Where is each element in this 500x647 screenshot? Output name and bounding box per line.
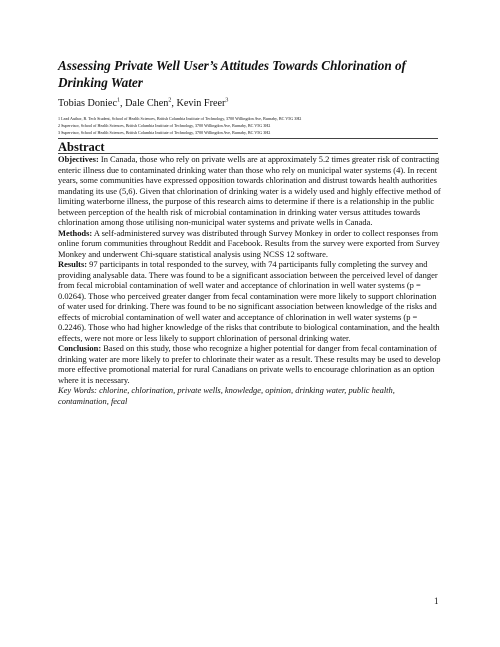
header-rule: [58, 138, 438, 139]
affiliation-line: 3 Supervisor, School of Health Sciences, British Columbia Institute of Technology, 3700 Willingdon Ave, Burnaby, BC V5G 3H2: [58, 130, 271, 135]
author-separator: ,: [119, 98, 126, 109]
affiliation-line: 2 Supervisor, School of Health Sciences, British Columbia Institute of Technology, 3700 Willingdon Ave, Burnaby, BC V5G 3H2: [58, 123, 271, 128]
paper-title: Assessing Private Well User’s Attitudes Towards Chlorination of Drinking Water: [58, 58, 406, 90]
objectives-text: In Canada, those who rely on private wells are at approximately 5.2 times greater risk of contracting enteric illness due to contaminated drinking water than those who rely on municipal water systems (4). In recent years, some communities have expressed opposition towards chlorination and distrust towards health authorities mandating its use (5,6). Given that chlorination of drinking water is a widely used and highly effective method of limiting waterborne illness, the purpose of this research aims to determine if there is a relationship in the public between perception of the health risk of microbial contamination in drinking water versus attitudes towards chlorination among those utilising non-municipal water systems and private wells in Canada.: [58, 154, 441, 227]
methods-paragraph: [58, 228, 443, 260]
author-name: Dale Chen: [125, 98, 169, 109]
affiliation-list: [58, 115, 453, 136]
abstract-heading: Abstract: [58, 140, 105, 154]
conclusion-paragraph: [58, 343, 443, 385]
page-number: 1: [434, 596, 439, 606]
methods-label: Methods:: [58, 227, 93, 238]
results-text: 97 participants in total responded to the survey, with 74 participants fully completing the survey and providing analysable data. There was found to be a significant association between the perceived level of danger from fecal microbial contamination of well water and acceptance of chlorination in well water systems (p = 0.0264). Those who perceived greater danger from fecal contamination were more likely to support chlorination of water used for drinking. There was found to be no significant association between knowledge of the risks and effects of microbial contamination of well water and acceptance of chlorination in well water systems (p = 0.2246). Those who had higher knowledge of the risks that contribute to biological contamination, and the health effects, were not more or less likely to support chlorination of personal drinking water.: [58, 259, 440, 343]
author-affiliation-mark: 1: [116, 97, 120, 104]
author-affiliation-mark: 2: [168, 97, 172, 104]
author-name: Tobias Doniec: [58, 98, 117, 109]
author-name: Kevin Freer: [176, 98, 226, 109]
objectives-paragraph: [58, 154, 443, 228]
results-label: Results:: [58, 259, 88, 269]
keywords: Key Words: chlorine, chlorination, private wells, knowledge, opinion, drinking water, public health, contamination, fecal: [58, 385, 395, 406]
author-separator: ,: [171, 98, 177, 109]
abstract-body: [58, 154, 443, 406]
conclusion-label: Conclusion:: [58, 343, 102, 353]
results-paragraph: [58, 259, 443, 343]
affiliation-line: 1 Lead Author, B. Tech Student, School of Health Sciences, British Columbia Institute of Technology, 3700 Willingdon Ave, Burnaby, BC V5G 3H2: [58, 116, 302, 121]
author-affiliation-mark: 3: [225, 97, 229, 104]
conclusion-text: Based on this study, those who recognize a higher potential for danger from fecal contamination of drinking water are more likely to prefer to chlorinate their water as a result. These results may be used to develop more effective promotional material for rural Canadians on private wells to encourage chlorination as an option where it is necessary.: [58, 343, 441, 385]
author-list: [58, 97, 228, 110]
methods-text: A self-administered survey was distributed through Survey Monkey in order to collect responses from online forum communities throughout Reddit and Facebook. Results from the survey were exported from Survey Monkey and underwent Chi-square statistical analysis using NCSS 12 software.: [58, 227, 440, 259]
objectives-label: Objectives:: [58, 154, 99, 164]
